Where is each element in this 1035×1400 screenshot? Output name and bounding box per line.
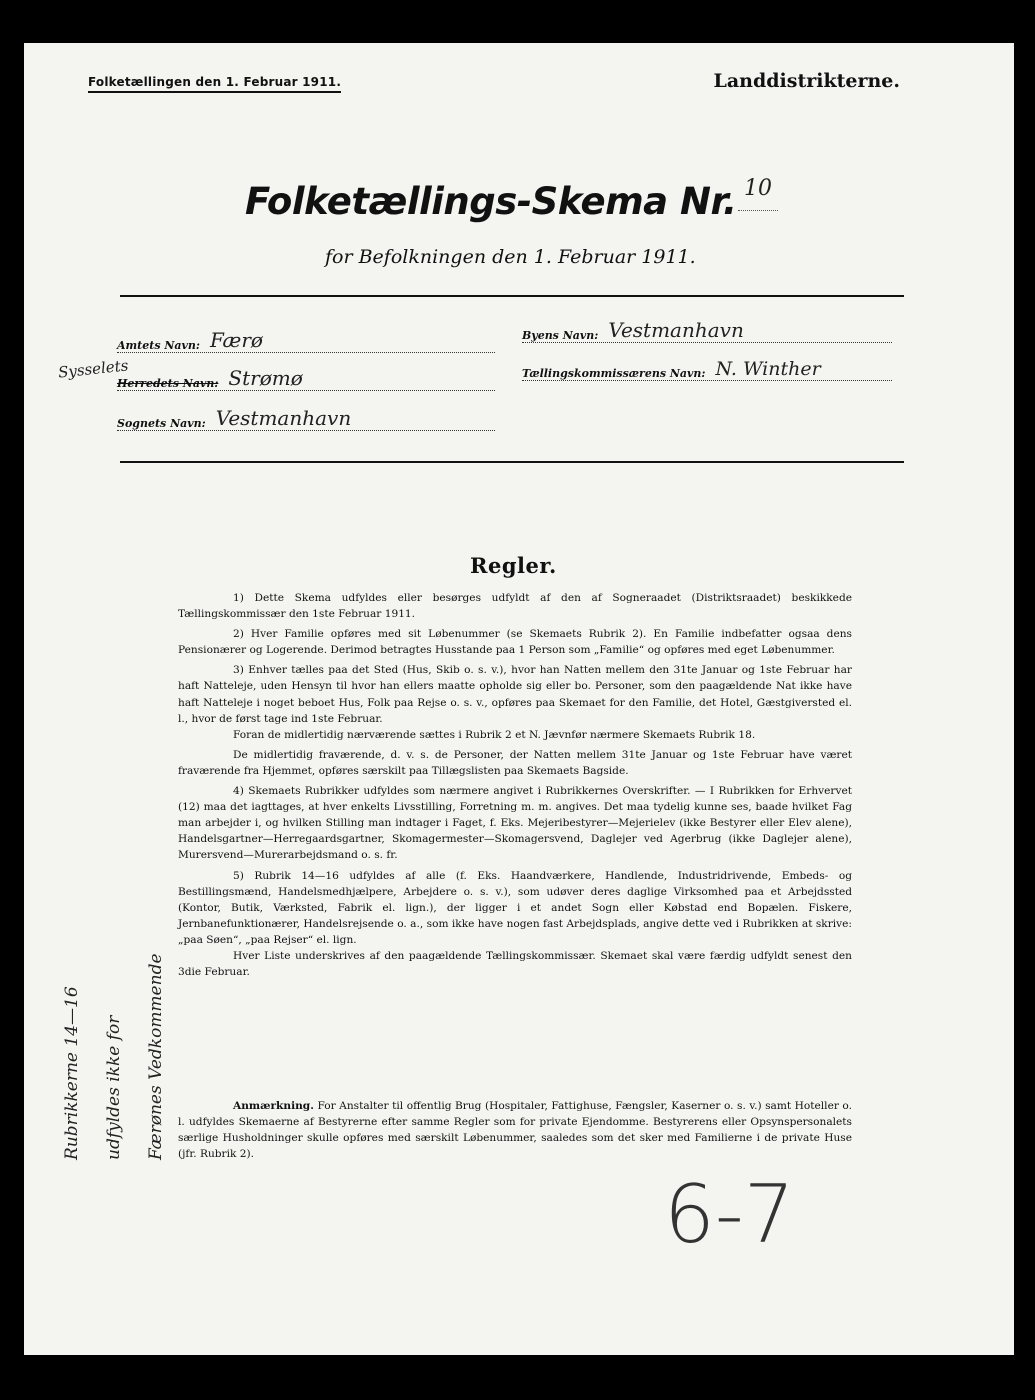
annotation-note [178, 1098, 852, 1162]
rule-paragraph: 3) Enhver tælles paa det Sted (Hus, Skib o. s. v.), hvor han Natten mellem den 31te Januar og 1ste Februar har haft Natteleje, uden Hensyn til hvor han ellers maatte opholde sig eller bo. Personer, som den paagældende Nat ikke have haft Natteleje i noget beboet Hus, Folk paa Rejse o. s. v., opføres paa Skemaet for den Familie, det Hotel, Gæstgiversted el. l., hvor de først tage ind 1ste Februar. [178, 664, 852, 725]
sogn-value: Vestmanhavn [215, 406, 352, 430]
herred-field [117, 368, 495, 391]
herred-annotation: Sysselets [57, 356, 130, 382]
rule-paragraph: 4) Skemaets Rubrikker udfyldes som nærmere angivet i Rubrikkernes Overskrifter. — I Rubrikken for Erhvervet (12) maa det iagttages, at hver enkelts Livsstilling, Forretning m. m. angives. Det maa tydelig kunne ses, baade hvilket Fag man arbejder i, og hvilken Stilling man indtager i Faget, f. Eks. Mejeribestyrer—Mejerielev (ikke Bestyrer eller Elev alene), Handelsgartner—Herregaardsgartner, Skomagermester—Skomagersvend, Daglejer ved Agerbrug (ikke Daglejer alene), Murersvend—Murerarbejdsmand o. s. fr. [178, 785, 852, 862]
herred-label: Herredets Navn: [117, 377, 219, 390]
herred-value: Strømø [228, 366, 303, 390]
amt-field [117, 330, 495, 353]
rules-body [178, 590, 852, 984]
amt-value: Færø [210, 328, 263, 352]
rule-paragraph: 2) Hver Familie opføres med sit Løbenummer (se Skemaets Rubrik 2). En Familie indbefatter ogsaa dens Pensionærer og Logerende. Derimod betragtes Husstande paa 1 Person som „Familie“ og opføres med eget Løbenummer. [178, 628, 852, 657]
amt-label: Amtets Navn: [117, 339, 200, 352]
page-number-handwriting: 6-7 [664, 1168, 795, 1261]
rules-heading: Regler. [470, 553, 557, 578]
margin-note-line-2: udfyldes ikke for [104, 1015, 124, 1160]
district-type-header: Landdistrikterne. [713, 70, 900, 92]
bottom-divider [120, 461, 904, 463]
schema-number-field [738, 176, 778, 211]
sogn-field [117, 408, 495, 431]
by-field [522, 320, 892, 343]
kommissaer-field [522, 358, 892, 381]
top-divider [120, 295, 904, 297]
kommissaer-value: N. Winther [715, 358, 821, 380]
sogn-label: Sognets Navn: [117, 417, 206, 430]
rule-paragraph: De midlertidig fraværende, d. v. s. de Personer, der Natten mellem 31te Januar og 1ste Februar have været fraværende fra Hjemmet, opføres særskilt paa Tillægslisten paa Skemaets Bagside. [178, 748, 852, 777]
form-title: Folketællings-Skema Nr. [245, 180, 737, 223]
rule-paragraph: 1) Dette Skema udfyldes eller besørges udfyldt af den af Sogneraadet (Distriktsraadet) beskikkede Tællingskommissær den 1ste Februar 1911. [178, 592, 852, 621]
schema-number-handwriting: 10 [744, 176, 772, 201]
form-subtitle: for Befolkningen den 1. Februar 1911. [325, 246, 696, 268]
margin-note-line-1: Rubrikkerne 14—16 [62, 986, 82, 1160]
census-date-header: Folketællingen den 1. Februar 1911. [88, 75, 341, 93]
rule-paragraph: Hver Liste underskrives af den paagældende Tællingskommissær. Skemaet skal være færdig udfyldt senest den 3die Februar. [178, 949, 852, 979]
rule-paragraph: Foran de midlertidig nærværende sættes i Rubrik 2 et N. Jævnfør nærmere Skemaets Rubrik 18. [233, 728, 756, 741]
note-text: For Anstalter til offentlig Brug (Hospitaler, Fattighuse, Fængsler, Kaserner o. s. v.) samt Hoteller o. l. udfyldes Skemaerne af Bestyrerne efter samme Regler som for private Ejendomme. Bestyrerens eller Opsynspersonalets særlige Husholdninger skulle opføres med særskilt Løbenummer, saaledes som det sker med Familierne i de private Huse (jfr. Rubrik 2). [178, 1100, 852, 1160]
by-value: Vestmanhavn [608, 318, 744, 342]
rule-paragraph: 5) Rubrik 14—16 udfyldes af alle (f. Eks. Haandværkere, Handlende, Industridrivende, Embeds- og Bestillingsmænd, Handelsmedhjælpere, Arbejdere o. s. v.), som udøver deres daglige Virksomhed paa et Arbejdssted (Kontor, Butik, Værksted, Fabrik el. lign.), der ligger i et andet Sogn eller Købstad end Bopælen. Fiskere, Jernbanefunktionærer, Handelsrejsende o. a., som ikke have nogen fast Arbejdsplads, angive dette ved i Rubrikken at skrive: „paa Søen“, „paa Rejser“ el. lign. [178, 869, 852, 946]
by-label: Byens Navn: [522, 329, 599, 342]
note-label: Anmærkning. [233, 1100, 314, 1112]
margin-note-line-3: Færønes Vedkommende [146, 953, 166, 1160]
kommissaer-label: Tællingskommissærens Navn: [522, 367, 706, 380]
